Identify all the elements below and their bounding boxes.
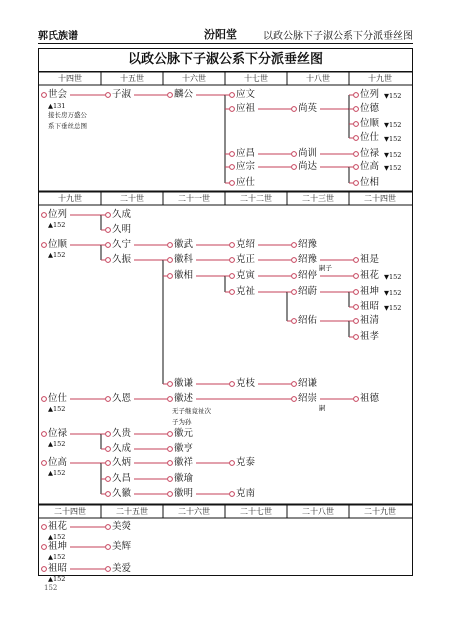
- generation-header: 二十三世: [302, 194, 334, 203]
- person-weilu: 位禄: [48, 428, 68, 439]
- person-keshao: 克绍: [236, 239, 256, 250]
- generation-header: 二十四世: [54, 507, 86, 516]
- node-marker: [354, 397, 359, 402]
- generation-header: 十六世: [182, 74, 206, 83]
- page-header: [38, 24, 413, 42]
- person-jiugui: 久贵: [112, 428, 132, 439]
- person-shangying: 尚英: [298, 103, 318, 114]
- person-huiheng: 徽亨: [174, 443, 194, 454]
- person-huiyuan: 徽元: [174, 428, 194, 439]
- node-marker: [292, 107, 297, 112]
- person-jiucheng: 久成: [112, 209, 132, 220]
- node-marker: [354, 274, 359, 279]
- person-kenan: 克南: [236, 488, 256, 499]
- generation-header: 二十四世: [364, 194, 396, 203]
- node-marker: [292, 258, 297, 263]
- page-ref: ▲152: [48, 405, 66, 413]
- person-huike: 徽科: [174, 254, 194, 265]
- person-yingchang: 应昌: [236, 148, 256, 159]
- node-marker: [354, 258, 359, 263]
- page-ref: ▼152: [384, 92, 402, 100]
- person-huixiang: 徽相: [174, 270, 194, 281]
- node-marker: [168, 274, 173, 279]
- person-zushi: 祖是: [360, 254, 380, 265]
- node-marker: [230, 152, 235, 157]
- node-marker: [106, 525, 111, 530]
- page-ref: ▲152: [48, 469, 66, 477]
- generation-header: 二十八世: [302, 507, 334, 516]
- person-weilie: 位列: [360, 89, 380, 100]
- person-huiming: 徽明: [174, 488, 194, 499]
- person-weide: 位德: [360, 103, 380, 114]
- person-zuzhao: 祖昭: [360, 301, 380, 312]
- person-meiai: 美爱: [112, 563, 132, 574]
- person-shaoyu2: 绍豫: [298, 254, 318, 265]
- node-marker: [106, 258, 111, 263]
- node-marker: [230, 461, 235, 466]
- node-marker: [292, 152, 297, 157]
- node-marker: [42, 545, 47, 550]
- person-shaowei: 绍蔚: [298, 286, 318, 297]
- page-ref: ▼152: [384, 135, 402, 143]
- person-zude: 祖德: [360, 393, 380, 404]
- node-marker: [42, 525, 47, 530]
- node-marker: [354, 152, 359, 157]
- node-marker: [168, 258, 173, 263]
- node-marker: [106, 447, 111, 452]
- person-shaoting: 绍停: [298, 270, 318, 281]
- node-marker: [230, 165, 235, 170]
- person-yingshi: 应仕: [236, 177, 256, 188]
- node-marker: [354, 181, 359, 186]
- header-rule: [38, 43, 413, 44]
- person-kezhi: 克祉: [236, 286, 256, 297]
- person-shaochong: 绍崇: [298, 393, 318, 404]
- person-zuxiao: 祖孝: [360, 331, 380, 342]
- node-marker: [354, 107, 359, 112]
- node-marker: [106, 228, 111, 233]
- hall-name: 汾阳堂: [204, 28, 237, 41]
- person-weixiang: 位相: [360, 177, 380, 188]
- node-marker: [354, 122, 359, 127]
- person-jiuming: 久明: [112, 224, 132, 235]
- page-ref: ▼152: [384, 273, 402, 281]
- annotation: 嗣子: [319, 264, 332, 272]
- node-marker: [42, 243, 47, 248]
- node-marker: [42, 461, 47, 466]
- person-zuqing: 祖清: [360, 315, 380, 326]
- node-marker: [354, 319, 359, 324]
- node-marker: [168, 93, 173, 98]
- generation-header: 二十五世: [116, 507, 148, 516]
- person-jiubing: 久炳: [112, 457, 132, 468]
- node-marker: [292, 290, 297, 295]
- node-marker: [106, 213, 111, 218]
- page-ref: ▲131: [48, 102, 66, 110]
- node-marker: [230, 93, 235, 98]
- node-marker: [354, 93, 359, 98]
- book-title: 郭氏族谱: [38, 31, 78, 42]
- person-kezheng: 克正: [236, 254, 256, 265]
- page-ref: ▲152: [48, 553, 66, 561]
- person-zishu: 子淑: [112, 89, 132, 100]
- person-weigao: 位高: [360, 161, 380, 172]
- generation-header: 十五世: [120, 74, 144, 83]
- generation-header: 十九世: [58, 194, 82, 203]
- lineage-lines: [39, 49, 412, 575]
- lineage-chart-frame: [38, 48, 413, 583]
- person-jiuhui: 久徽: [112, 488, 132, 499]
- person-weishi: 位仕: [48, 393, 68, 404]
- node-marker: [354, 290, 359, 295]
- node-marker: [292, 274, 297, 279]
- generation-header: 二十九世: [364, 507, 396, 516]
- person-jiucheng2: 久成: [112, 443, 132, 454]
- node-marker: [168, 477, 173, 482]
- generation-header: 二十二世: [240, 194, 272, 203]
- person-huishu: 徽述: [174, 393, 194, 404]
- generation-header: 十七世: [244, 74, 268, 83]
- person-kezhi2: 克枝: [236, 378, 256, 389]
- node-marker: [354, 165, 359, 170]
- person-meiying: 美熒: [112, 521, 132, 532]
- person-shaoqian: 绍谦: [298, 378, 318, 389]
- node-marker: [354, 136, 359, 141]
- node-marker: [42, 397, 47, 402]
- person-shaoyou: 绍佑: [298, 315, 318, 326]
- node-marker: [106, 461, 111, 466]
- person-yingzu: 应祖: [236, 103, 256, 114]
- page-ref: ▼152: [384, 164, 402, 172]
- person-jiuchang: 久昌: [112, 473, 132, 484]
- person-zuhua: 祖花: [360, 270, 380, 281]
- person-shangda: 尚达: [298, 161, 318, 172]
- node-marker: [106, 545, 111, 550]
- node-marker: [106, 477, 111, 482]
- person-yingwen: 应文: [236, 89, 256, 100]
- person-jiuning: 久宁: [112, 239, 132, 250]
- node-marker: [106, 432, 111, 437]
- person-zukun: 祖坤: [48, 541, 68, 552]
- person-zuzhao: 祖昭: [48, 563, 68, 574]
- person-keyin: 克寅: [236, 270, 256, 281]
- person-shaoyu: 绍豫: [298, 239, 318, 250]
- person-shihui: 世会: [48, 89, 68, 100]
- node-marker: [292, 382, 297, 387]
- generation-header: 二十一世: [178, 194, 210, 203]
- node-marker: [106, 492, 111, 497]
- node-marker: [292, 397, 297, 402]
- page-ref: ▲152: [48, 533, 66, 541]
- person-zuhua: 祖花: [48, 521, 68, 532]
- node-marker: [168, 461, 173, 466]
- page-ref: ▼152: [384, 121, 402, 129]
- annotation: 无子继竟祉次 子为孙: [172, 407, 211, 426]
- person-weishi: 位仕: [360, 132, 380, 143]
- person-jiuzhen: 久振: [112, 254, 132, 265]
- person-ketai: 克泰: [236, 457, 256, 468]
- annotation: 嗣: [319, 404, 326, 412]
- person-huixiang2: 徽祥: [174, 457, 194, 468]
- node-marker: [354, 335, 359, 340]
- node-marker: [168, 447, 173, 452]
- node-marker: [42, 567, 47, 572]
- node-marker: [168, 243, 173, 248]
- person-zukun: 祖坤: [360, 286, 380, 297]
- node-marker: [106, 397, 111, 402]
- node-marker: [168, 382, 173, 387]
- node-marker: [292, 243, 297, 248]
- node-marker: [230, 492, 235, 497]
- generation-header: 十九世: [368, 74, 392, 83]
- node-marker: [168, 432, 173, 437]
- person-weishun: 位顺: [48, 239, 68, 250]
- chart-title: 以政公脉下子淑公系下分派垂丝图: [39, 49, 412, 72]
- person-meihui: 美辉: [112, 541, 132, 552]
- page-ref: ▼152: [384, 151, 402, 159]
- page-ref: ▲152: [48, 575, 66, 583]
- generation-header: 二十六世: [178, 507, 210, 516]
- node-marker: [106, 93, 111, 98]
- node-marker: [230, 243, 235, 248]
- node-marker: [230, 181, 235, 186]
- node-marker: [292, 165, 297, 170]
- person-shangxun: 尚训: [298, 148, 318, 159]
- page-ref: ▲152: [48, 440, 66, 448]
- page-ref: ▲152: [48, 221, 66, 229]
- generation-header: 十八世: [306, 74, 330, 83]
- annotation: 接长房万盛公 系下垂丝总图: [48, 111, 87, 130]
- person-weishun: 位顺: [360, 118, 380, 129]
- generation-header: 二十七世: [240, 507, 272, 516]
- person-huiyu: 徽瑜: [174, 473, 194, 484]
- node-marker: [292, 319, 297, 324]
- generation-header: 二十世: [120, 194, 144, 203]
- node-marker: [230, 274, 235, 279]
- node-marker: [168, 397, 173, 402]
- person-yingzong: 应宗: [236, 161, 256, 172]
- node-marker: [168, 492, 173, 497]
- page-ref: ▼152: [384, 304, 402, 312]
- person-weigao: 位高: [48, 457, 68, 468]
- person-jiuen: 久恩: [112, 393, 132, 404]
- person-lingong: 麟公: [174, 89, 194, 100]
- page-ref: ▼152: [384, 289, 402, 297]
- node-marker: [354, 305, 359, 310]
- node-marker: [106, 243, 111, 248]
- page-ref: ▲152: [48, 251, 66, 259]
- generation-header: 十四世: [58, 74, 82, 83]
- node-marker: [230, 258, 235, 263]
- node-marker: [42, 213, 47, 218]
- node-marker: [230, 382, 235, 387]
- node-marker: [230, 290, 235, 295]
- page-number: 152: [44, 584, 58, 592]
- node-marker: [230, 107, 235, 112]
- person-weilie: 位列: [48, 209, 68, 220]
- chapter-title: 以政公脉下子淑公系下分派垂丝图: [263, 31, 413, 42]
- person-huiwu: 徽武: [174, 239, 194, 250]
- node-marker: [42, 432, 47, 437]
- person-weilu: 位禄: [360, 148, 380, 159]
- node-marker: [106, 567, 111, 572]
- node-marker: [42, 93, 47, 98]
- person-huiqian: 徽谦: [174, 378, 194, 389]
